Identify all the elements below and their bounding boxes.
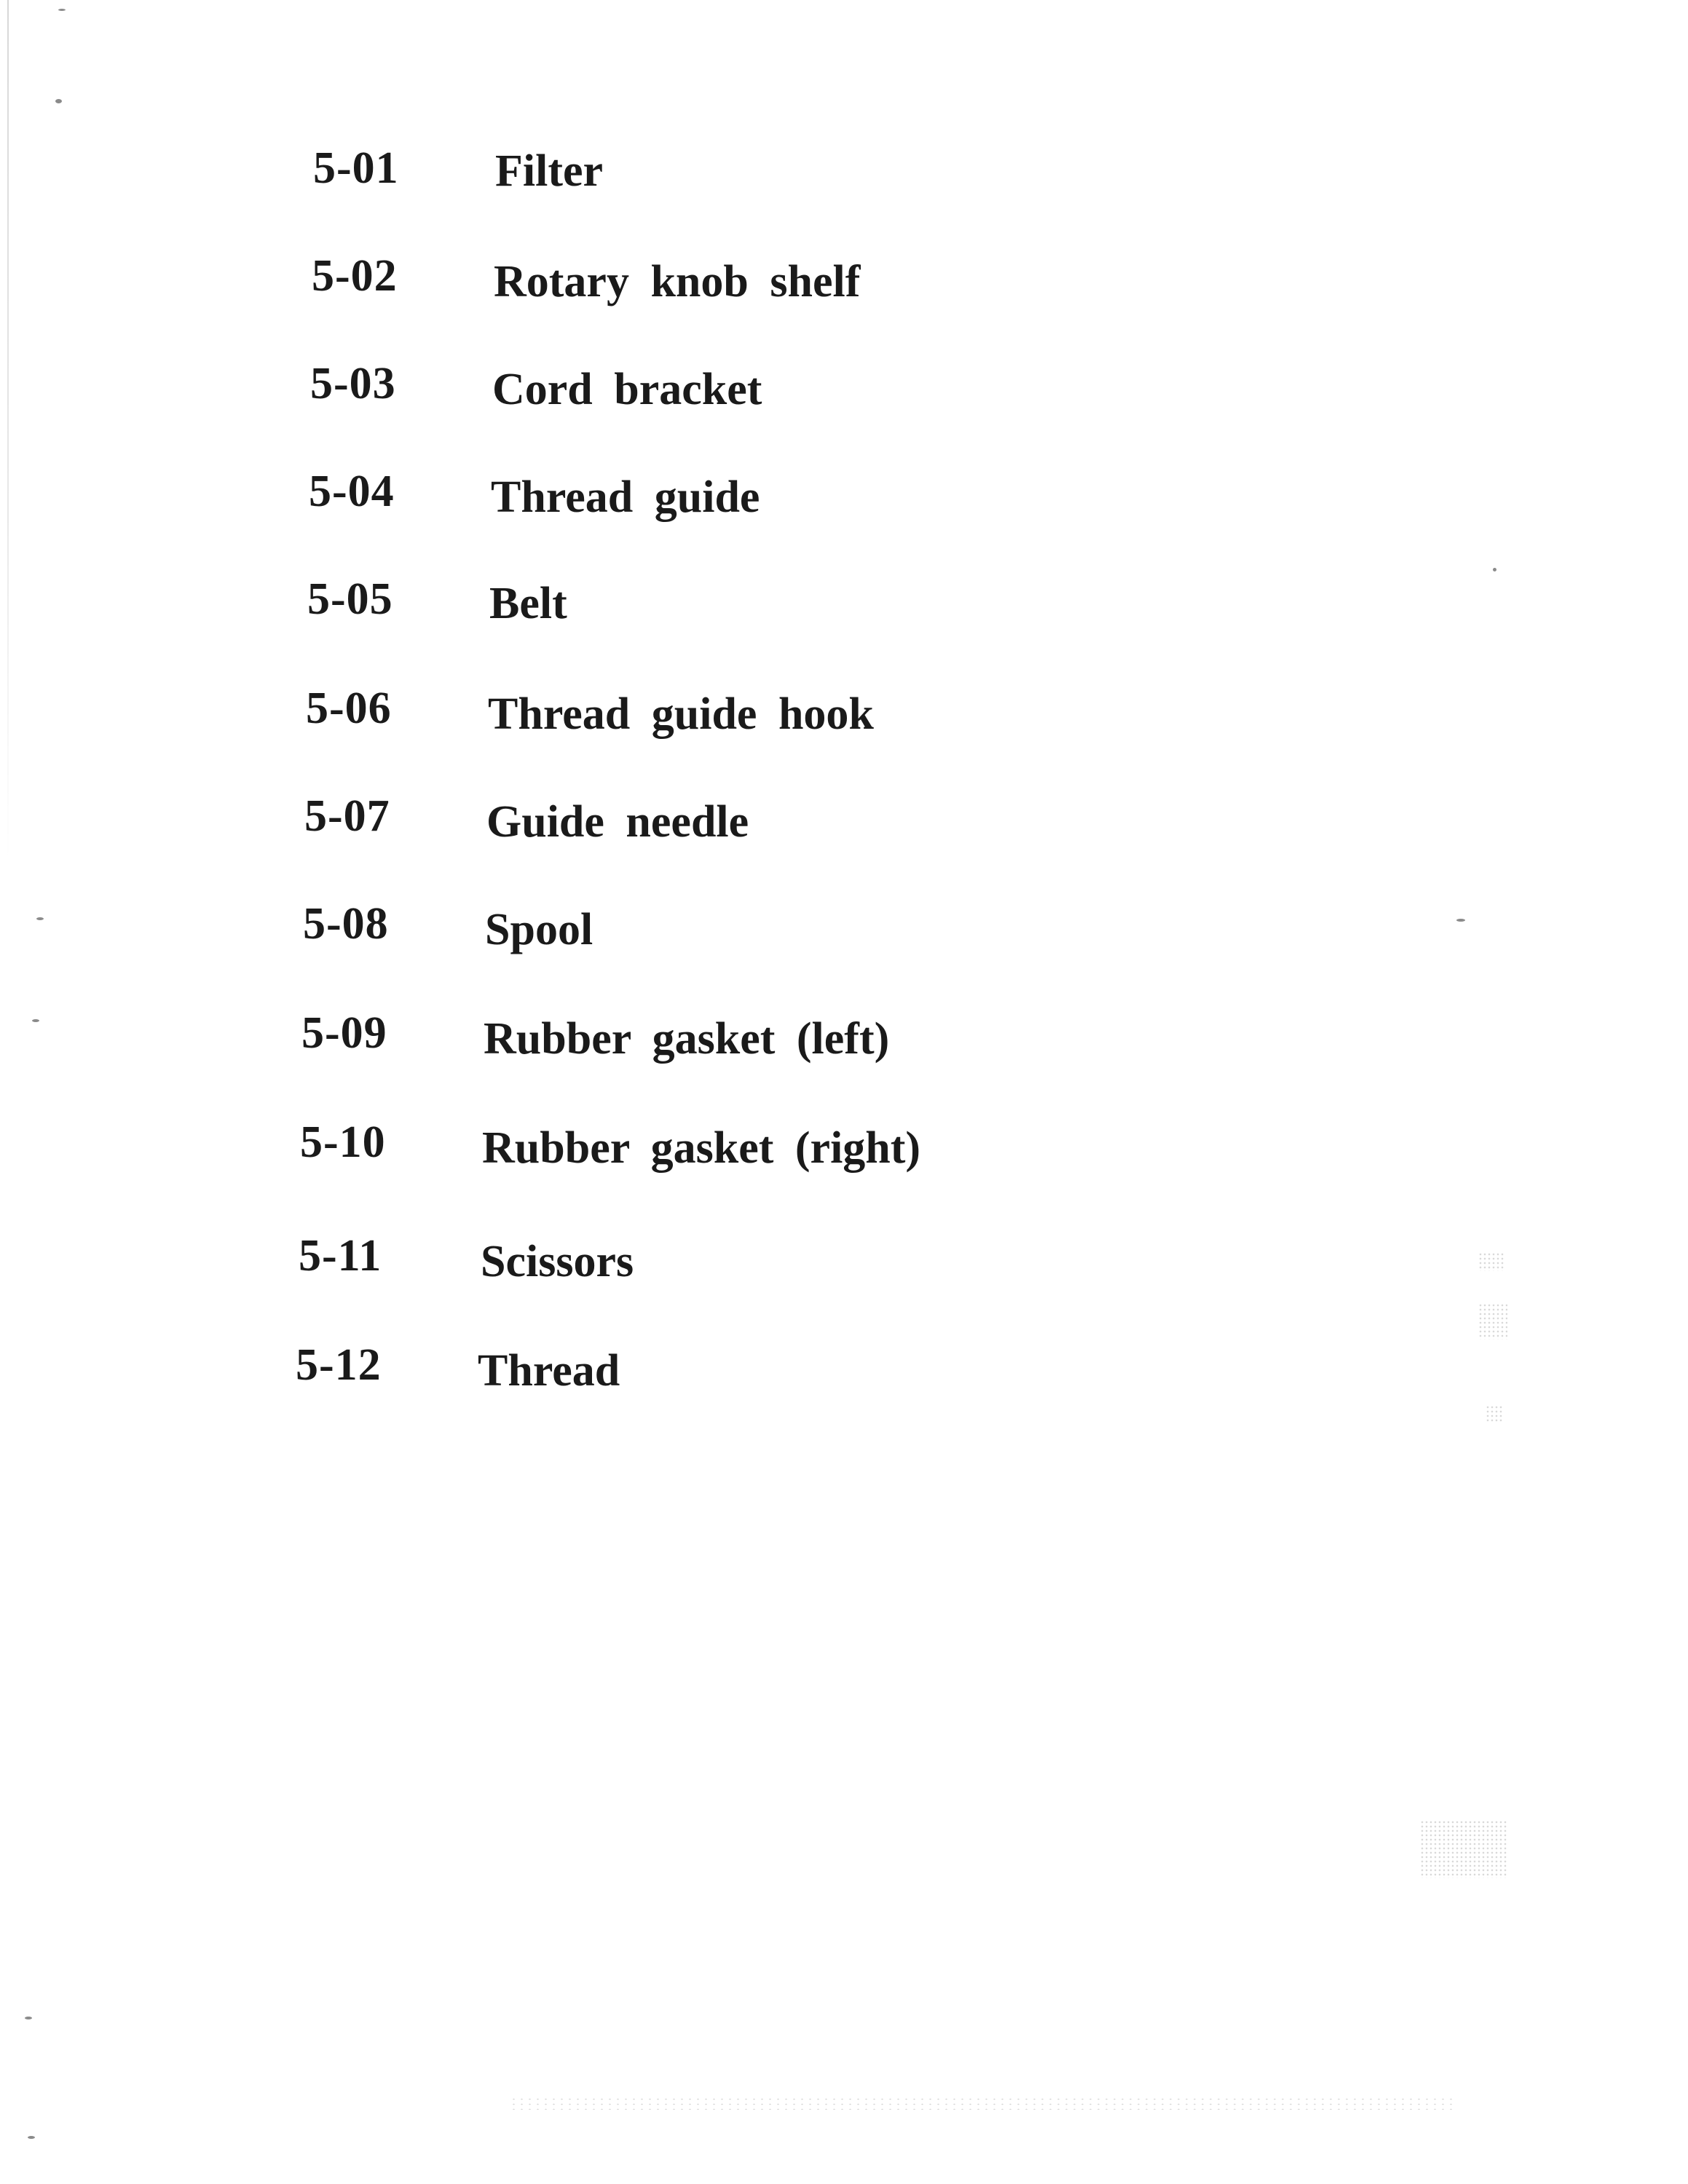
part-name: Thread [478, 1346, 620, 1396]
part-number: 5-09 [301, 1008, 387, 1058]
list-item [300, 1117, 1320, 1175]
part-name: Belt [489, 579, 567, 628]
scan-noise [1478, 1252, 1504, 1271]
list-item [301, 1008, 1321, 1066]
scan-noise [1486, 1405, 1503, 1423]
part-name: Scissors [481, 1237, 634, 1286]
list-item [299, 1230, 1318, 1289]
list-item [312, 250, 1331, 309]
part-number: 5-05 [307, 574, 393, 624]
part-number: 5-02 [312, 251, 398, 301]
part-name: Rubber gasket (right) [482, 1123, 921, 1173]
list-item [304, 791, 1324, 849]
list-item [309, 466, 1328, 524]
scan-speck [28, 2136, 35, 2139]
part-name: Thread guide hook [488, 689, 874, 739]
scan-speck [1456, 919, 1465, 922]
list-item [310, 358, 1330, 416]
scan-speck [55, 99, 62, 103]
part-number: 5-10 [300, 1117, 386, 1167]
part-number: 5-06 [306, 684, 392, 733]
part-number: 5-07 [304, 791, 390, 841]
part-number: 5-12 [296, 1340, 382, 1390]
scan-noise-band [510, 2097, 1456, 2110]
list-item [306, 683, 1325, 741]
part-number: 5-11 [299, 1231, 382, 1281]
list-item [296, 1340, 1315, 1398]
scan-noise [1420, 1820, 1507, 1878]
part-number: 5-01 [313, 143, 399, 193]
part-number: 5-08 [303, 899, 389, 949]
part-name: Guide needle [486, 797, 749, 847]
scan-speck [58, 9, 66, 11]
list-item [307, 574, 1327, 632]
scan-speck [1493, 568, 1496, 571]
part-name: Rotary knob shelf [494, 257, 861, 306]
part-name: Rubber gasket (left) [484, 1014, 890, 1064]
part-name: Cord bracket [492, 365, 762, 414]
part-name: Spool [485, 905, 593, 954]
list-item [303, 898, 1322, 957]
part-name: Filter [495, 146, 604, 196]
scan-speck [32, 1019, 39, 1022]
part-number: 5-03 [310, 359, 396, 408]
scan-noise [1478, 1303, 1507, 1340]
scan-speck [36, 917, 44, 920]
part-name: Thread guide [491, 472, 760, 522]
part-number: 5-04 [309, 467, 395, 516]
scan-speck [25, 2017, 32, 2019]
list-item [313, 143, 1333, 201]
